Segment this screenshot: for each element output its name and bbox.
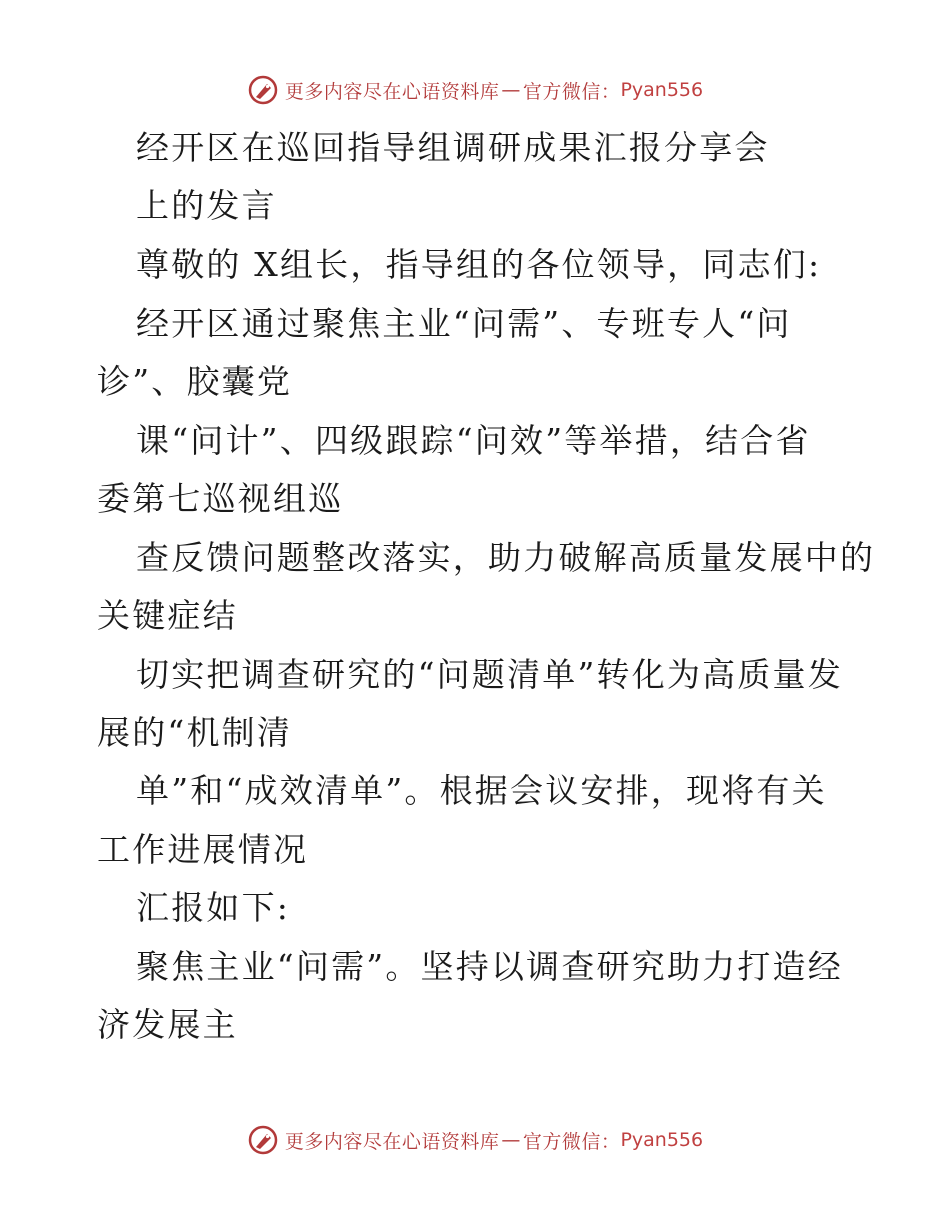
doc-line: 经开区通过聚焦主业“问需”、专班专人“问	[136, 304, 792, 343]
footer-banner	[0, 1120, 950, 1160]
doc-line: 经开区在巡回指导组调研成果汇报分享会	[136, 128, 770, 167]
banner-separator: —	[501, 79, 521, 101]
banner-wechat-handle: Pyan556	[620, 1129, 704, 1151]
doc-line: 委第七巡视组巡	[97, 479, 344, 518]
doc-line: 工作进展情况	[97, 830, 309, 869]
doc-line: 尊敬的 X组长，指导组的各位领导，同志们:	[136, 245, 822, 284]
doc-line: 诊”、胶囊党	[97, 362, 293, 401]
banner-wechat-label: 官方微信：	[522, 80, 621, 103]
doc-line: 查反馈问题整改落实，助力破解高质量发展中的	[136, 538, 876, 577]
doc-line: 上的发言	[136, 186, 277, 225]
doc-line: 展的“机制清	[97, 713, 293, 752]
header-banner	[0, 70, 950, 110]
doc-line: 济发展主	[97, 1005, 238, 1044]
doc-line: 课“问计”、四级跟踪“问效”等举措，结合省	[136, 421, 811, 460]
doc-line: 聚焦主业“问需”。坚持以调查研究助力打造经	[136, 947, 843, 986]
doc-line: 汇报如下:	[136, 888, 291, 927]
pen-nib-logo-icon	[247, 74, 279, 106]
banner-wechat-handle: Pyan556	[620, 79, 704, 101]
doc-line: 关键症结	[97, 596, 238, 635]
banner-wechat-label: 官方微信：	[522, 1130, 621, 1153]
doc-line: 单”和“成效清单”。根据会议安排，现将有关	[136, 771, 827, 810]
banner-text: 更多内容尽在心语资料库	[284, 1130, 500, 1153]
pen-nib-logo-icon	[247, 1124, 279, 1156]
doc-line: 切实把调查研究的“问题清单”转化为高质量发	[136, 655, 843, 694]
banner-text: 更多内容尽在心语资料库	[284, 80, 500, 103]
banner-separator: —	[501, 1129, 521, 1151]
